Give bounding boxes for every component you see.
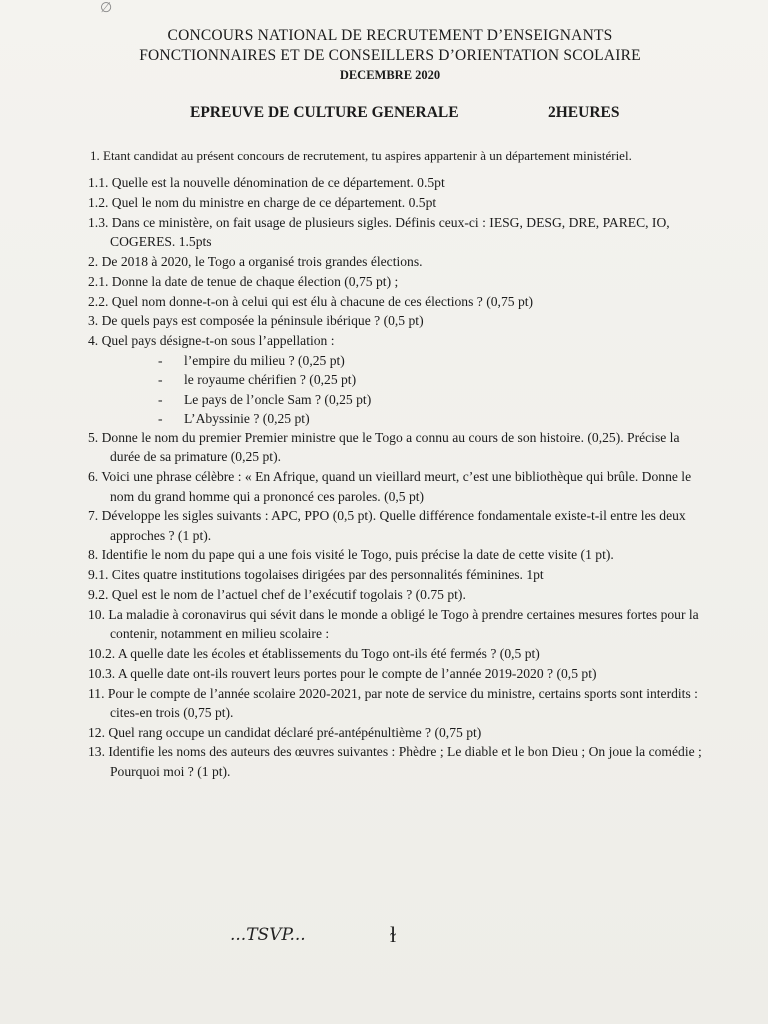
question-5: 5. Donne le nom du premier Premier ministre que le Togo a connu au cours de son histoire. (0,25). Précise la durée de sa primature (0,25 pt). [88,430,680,465]
turn-page-note: ...TSVP... [230,925,306,945]
header-line-2: FONCTIONNAIRES ET DE CONSEILLERS D’ORIENTATION SCOLAIRE [139,47,641,64]
question-3: 3. De quels pays est composée la péninsule ibérique ? (0,5 pt) [88,313,424,329]
question-11: 11. Pour le compte de l’année scolaire 2020-2021, par note de service du ministre, certains sports sont interdits : cites-en trois (0,75 pt). [88,685,698,720]
bullet-item: - l’empire du milieu ? (0,25 pt) [88,351,706,370]
exam-duration: 2HEURES [548,104,620,121]
question-1-intro: 1. Etant candidat au présent concours de recrutement, tu aspires appartenir à un département ministériel. [90,148,632,163]
bullet-item: - Le pays de l’oncle Sam ? (0,25 pt) [88,390,706,409]
question-7: 7. Développe les sigles suivants : APC, PPO (0,5 pt). Quelle différence fondamentale existe-t-il entre les deux approches ? (1 pt). [88,508,686,543]
question-2: 2. De 2018 à 2020, le Togo a organisé trois grandes élections. [88,253,423,269]
question-9-1: 9.1. Cites quatre institutions togolaises dirigées par des personnalités féminines. 1pt [88,567,544,583]
bullet-item: - L’Abyssinie ? (0,25 pt) [88,409,706,428]
corner-scribble: ∅ [100,1,113,16]
question-1-3: 1.3. Dans ce ministère, on fait usage de plusieurs sigles. Définis ceux-ci : IESG, DESG, DRE, PAREC, IO, COGERES. 1.5pts [88,214,670,250]
bullet-item: - le royaume chérifien ? (0,25 pt) [88,370,706,389]
header-line-1: CONCOURS NATIONAL DE RECRUTEMENT D’ENSEIGNANTS [167,27,613,44]
exam-subject: EPREUVE DE CULTURE GENERALE [190,104,459,121]
header-date: DECEMBRE 2020 [339,68,441,82]
question-10-2: 10.2. A quelle date les écoles et établissements du Togo ont-ils été fermés ? (0,5 pt) [88,645,540,661]
question-8: 8. Identifie le nom du pape qui a une fois visité le Togo, puis précise la date de cette visite (1 pt). [88,547,614,563]
question-10-3: 10.3. A quelle date ont-ils rouvert leurs portes pour le compte de l’année 2019-2020 ? (0,5 pt) [88,665,597,681]
exam-header [60,26,720,84]
question-1-1: 1.1. Quelle est la nouvelle dénomination de ce département. 0.5pt [88,175,445,191]
question-13: 13. Identifie les noms des auteurs des œuvres suivantes : Phèdre ; Le diable et le bon Dieu ; On joue la comédie ; Pourquoi moi ? (1 pt). [88,744,702,779]
question-4: 4. Quel pays désigne-t-on sous l’appellation : [88,333,335,349]
handwritten-mark: ɫ [390,922,397,947]
question-12: 12. Quel rang occupe un candidat déclaré pré-antépénultième ? (0,75 pt) [88,724,482,740]
question-1-2: 1.2. Quel le nom du ministre en charge de ce département. 0.5pt [88,195,437,211]
question-10: 10. La maladie à coronavirus qui sévit dans le monde a obligé le Togo à prendre certaines mesures fortes pour la contenir, notamment en milieu scolaire : [88,606,699,642]
question-9-2: 9.2. Quel est le nom de l’actuel chef de l’exécutif togolais ? (0.75 pt). [88,587,466,603]
questions-list [88,146,706,782]
question-2-1: 2.1. Donne la date de tenue de chaque élection (0,75 pt) ; [88,273,399,289]
question-2-2: 2.2. Quel nom donne-t-on à celui qui est élu à chacune de ces élections ? (0,75 pt) [88,293,534,309]
question-6: 6. Voici une phrase célèbre : « En Afrique, quand un vieillard meurt, c’est une bibliothèque qui brûle. Donne le nom du grand homme qui a prononcé ces paroles. (0,5 pt) [88,469,692,504]
